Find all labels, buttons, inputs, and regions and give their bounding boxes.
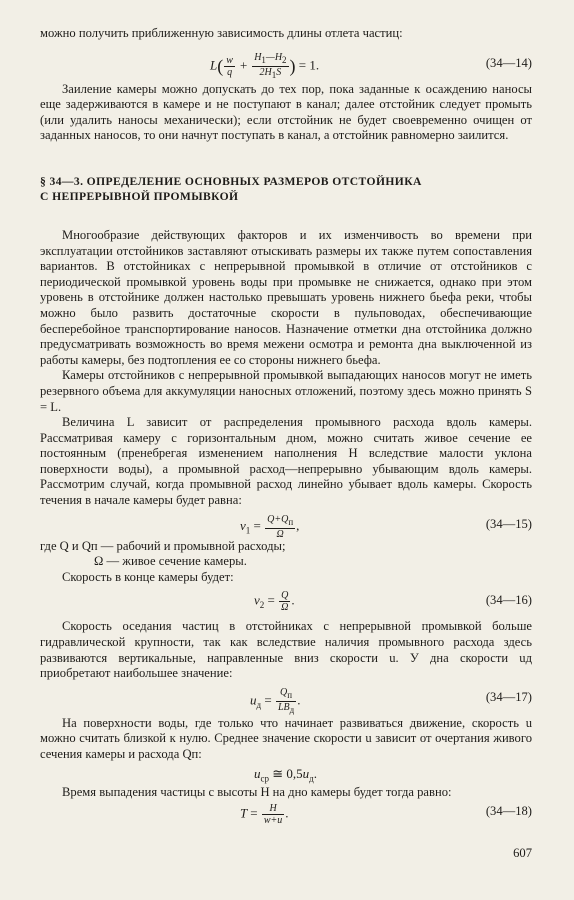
paragraph-fall-time: Время выпадения частицы с высоты H на дно камеры будет тогда равно:	[62, 784, 452, 799]
equation-34-16	[40, 585, 532, 615]
paragraph-factors: Многообразие действующих факторов и их изменчивость во времени при эксплуатации отстойников заставляют отыскивать размеры их также путем сопоставления вариантов. В отстойниках с непрерывной промывкой в отличие от отстойников с периодической промывкой уровень воды при промывке не снижается, однако при этом уровень в отстойнике должен настолько превышать уровень нижнего бьефа реки, чтобы можно было развить достаточные скорости в пульповодах, обеспечивающие бесперебойное транспортирование наносов. Назначение отметки дна отстойника должно предусматривать возможность во время межени осмотра и ремонта дна выключенной из работы камеры, без подтопления ее со стороны нижнего бьефа.	[40, 227, 532, 367]
paragraph-chambers: Камеры отстойников с непрерывной промывкой выпадающих наносов могут не иметь резервного объема для аккумуляции наносных отложений, поэтому здесь можно принять S = L.	[40, 368, 532, 414]
equation-number: (34—15)	[485, 516, 532, 531]
equation-34-15	[40, 509, 532, 539]
paragraph-settling: Скорость оседания частиц в отстойниках с непрерывной промывкой больше гидравлической крупности, так как вследствие наличия промывного расхода здесь развиваются вертикальные, направленные вниз скорости u. У дна скорости uд приобретают наибольшее значение:	[40, 619, 532, 681]
section-heading-line-1: § 34—3. ОПРЕДЕЛЕНИЕ ОСНОВНЫХ РАЗМЕРОВ ОТСТОЙНИКА	[40, 174, 422, 188]
equation-number: (34—16)	[485, 593, 532, 608]
formula-34-18: T = $\frac{H}{w+u}$ .	[240, 803, 289, 827]
page-number: 607	[513, 846, 532, 860]
formula-34-17: $u_д$ = $\frac{Q_п}{LB_д}$ .	[250, 686, 301, 715]
section-heading	[40, 174, 532, 204]
equation-number: (34—17)	[485, 689, 532, 704]
paragraph-end-velocity: Скорость в конце камеры будет:	[62, 569, 234, 584]
paragraph-value-l: Величина L зависит от распределения промывного расхода вдоль камеры. Рассматривая камеру с горизонтальным дном, можно считать живое сечение ее постоянным (пренебрегая изменением наполнения H вследствие малости уклона поверхности воды), а промывной расход—непрерывно убывающим вдоль камеры. Рассмотрим случай, когда промывной расход линейно убывает вдоль камеры. Скорость течения в начале камеры будет равна:	[40, 415, 532, 508]
paragraph-siltation: Заиление камеры можно допускать до тех пор, пока заданные к осаждению наносы еще задерживаются в камере и не поступают в канал; далее отстойник следует промыть (или удалить наносы механически); если отстойник не будет своевременно очищен от заданных наносов, то они начнут поступать в канал, а отстойник равномерно заилится.	[40, 81, 532, 143]
formula-34-15: $v_1$ = $\frac{Q+Q_п}{\Omega}$ ,	[240, 513, 300, 540]
paragraph-where-omega: Ω — живое сечение камеры.	[94, 554, 247, 569]
equation-number: (34—14)	[485, 55, 532, 70]
equation-mean-u	[40, 763, 532, 785]
paragraph-where-q: где Q и Qп — рабочий и промывной расходы;	[40, 538, 286, 553]
equation-34-14	[40, 46, 532, 78]
formula-34-16: $v_2$ = $\frac{Q}{\Omega}$ .	[254, 590, 295, 614]
paragraph-intro: можно получить приближенную зависимость длины отлета частиц:	[40, 26, 403, 40]
equation-number: (34—18)	[485, 804, 532, 819]
formula-mean-u: $u_{ср}$ ≅ $0,5u_д$.	[254, 765, 317, 784]
formula-34-14: L( $\frac{w}{q}$ + $\frac{H_1—H_2}{2H_1S}$ ) = 1.	[210, 51, 320, 80]
equation-34-18	[40, 800, 532, 830]
equation-34-17	[40, 682, 532, 715]
paragraph-surface: На поверхности воды, где только что начинает развиваться движение, скорость u можно считать близкой к нулю. Среднее значение скорости u зависит от очертания живого сечения камеры и расхода Qп:	[40, 715, 532, 761]
section-heading-line-2: С НЕПРЕРЫВНОЙ ПРОМЫВКОЙ	[40, 189, 239, 203]
